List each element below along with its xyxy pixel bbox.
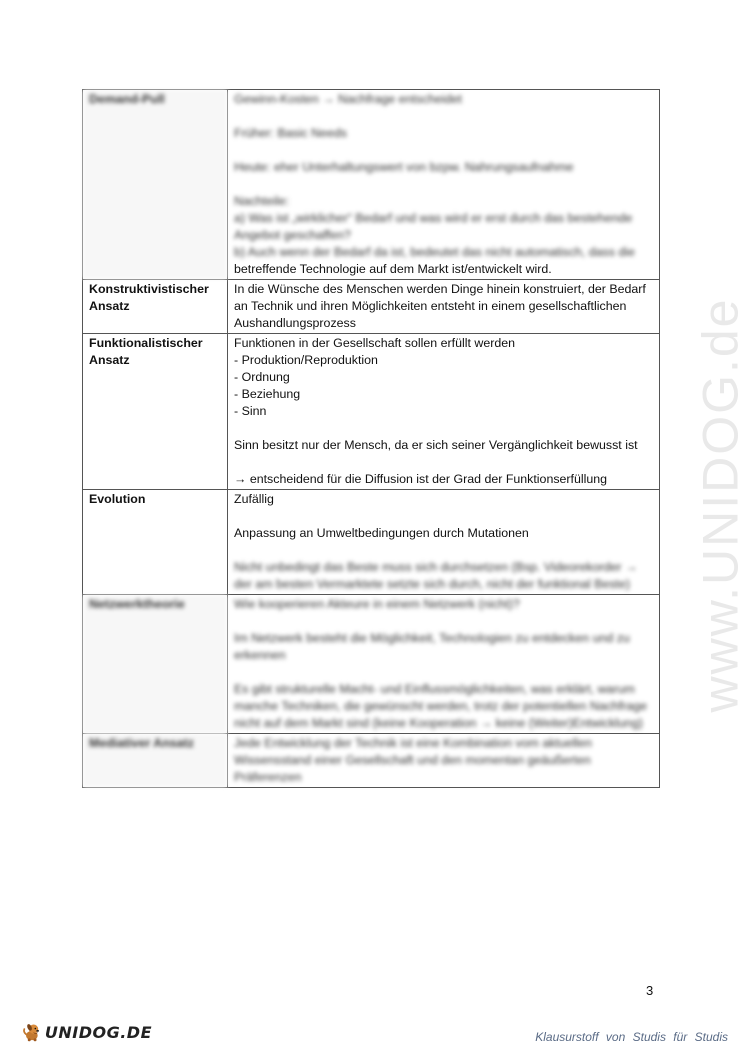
text-line: - Sinn [234, 404, 267, 418]
blank-line [234, 613, 654, 630]
page-number: 3 [646, 983, 654, 998]
blank-line [234, 176, 654, 193]
row-description [228, 90, 660, 280]
text-line: Im Netzwerk besteht die Möglichkeit, Technologien zu entdecken und zu erkennen [234, 631, 630, 662]
blank-line [234, 542, 654, 559]
text-line: Wie kooperieren Akteure in einem Netzwerk (nicht)? [234, 597, 520, 611]
text-line: a) Was ist „wirklicher“ Bedarf und was wird er erst durch das bestehende Angebot geschaffen? [234, 211, 633, 242]
text-line: Sinn besitzt nur der Mensch, da er sich seiner Vergänglichkeit bewusst ist [234, 438, 638, 452]
blank-line [234, 142, 654, 159]
text-line: Jede Entwicklung der Technik ist eine Kombination vom aktuellen Wissensstand einer Gesellschaft und den momentan geäußerten Präferenzen [234, 736, 592, 784]
text-line: Zufällig [234, 492, 274, 506]
unidog-logo[interactable] [22, 1012, 152, 1052]
row-term: Funktionalistischer Ansatz [83, 334, 228, 490]
blank-line [234, 508, 654, 525]
text-line: Anpassung an Umweltbedingungen durch Mutationen [234, 526, 529, 540]
blank-line [234, 664, 654, 681]
text-line: - Beziehung [234, 387, 301, 401]
logo-text: UNIDOG.DE [44, 1022, 152, 1042]
dog-mascot-icon [22, 1014, 43, 1050]
row-description [228, 280, 660, 334]
text-line: → entscheidend für die Diffusion ist der Grad der Funktionserfüllung [234, 472, 608, 486]
text-line: In die Wünsche des Menschen werden Dinge hinein konstruiert, der Bedarf an Technik und ihren Möglichkeiten entsteht in einem gesellschaftlichen Aushandlungsprozess [234, 282, 646, 330]
table-row [83, 90, 660, 280]
blank-line [234, 108, 654, 125]
text-line: Es gibt strukturelle Macht- und Einflussmöglichkeiten, was erklärt, warum manche Techniken, die gewünscht werden, trotz der potentiellen Nachfrage nicht auf dem Markt sind (keine Kooperation → keine (Weiter)Entwicklung) [234, 682, 648, 730]
blank-line [234, 454, 654, 471]
blurred-content [234, 91, 654, 261]
content-table [82, 89, 660, 788]
row-term: Demand-Pull [83, 90, 228, 280]
text-line: Funktionen in der Gesellschaft sollen erfüllt werden [234, 336, 516, 350]
text-line: Gewinn-Kosten → Nachfrage entscheidet [234, 92, 462, 106]
table-row [83, 280, 660, 334]
blank-line [234, 420, 654, 437]
footer-tagline: Klausurstoff von Studis für Studis [535, 1030, 728, 1044]
text-line: Nachteile: [234, 194, 290, 208]
watermark-text: www.UNIDOG.de [692, 297, 748, 713]
row-term: Evolution [83, 490, 228, 595]
table-row [83, 734, 660, 788]
row-term: Netzwerktheorie [83, 595, 228, 734]
table-row [83, 334, 660, 490]
watermark [690, 270, 750, 740]
blurred-text-line: Nicht unbedingt das Beste muss sich durchsetzen (Bsp. Videorekorder → der am besten Vermarktete setzte sich durch, nicht der funktional Beste) [234, 560, 638, 591]
text-line: betreffende Technologie auf dem Markt ist/entwickelt wird. [234, 262, 552, 276]
row-description [228, 490, 660, 595]
row-term: Mediativer Ansatz [83, 734, 228, 788]
row-description [228, 595, 660, 734]
row-description [228, 734, 660, 788]
row-term: Konstruktivistischer Ansatz [83, 280, 228, 334]
table-row [83, 490, 660, 595]
text-line: Früher: Basic Needs [234, 126, 347, 140]
blurred-content [234, 596, 654, 732]
table-row [83, 595, 660, 734]
text-line: b) Auch wenn der Bedarf da ist, bedeutet das nicht automatisch, dass die [234, 245, 635, 259]
text-line: Heute: eher Unterhaltungswert von bzpw. Nahrungsaufnahme [234, 160, 574, 174]
blurred-content [234, 735, 654, 786]
text-line: - Produktion/Reproduktion [234, 353, 378, 367]
row-description [228, 334, 660, 490]
text-line: - Ordnung [234, 370, 290, 384]
